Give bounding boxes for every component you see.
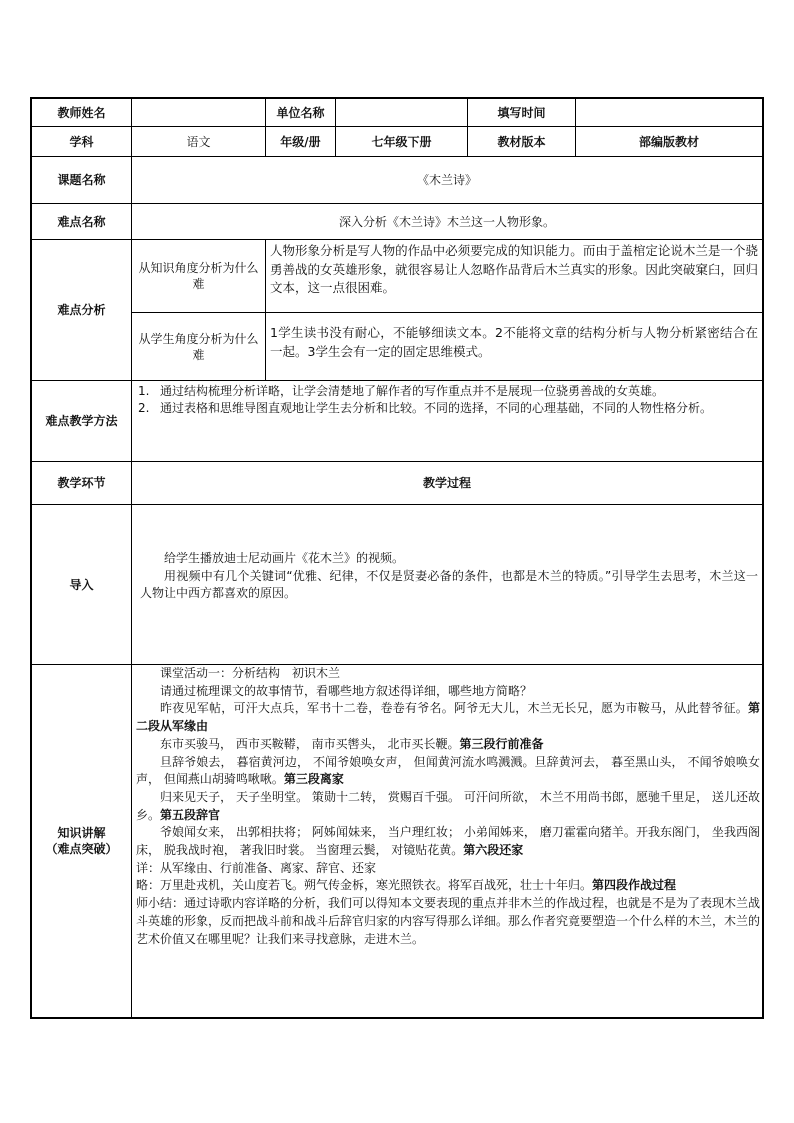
stanza-paragraph: [136, 700, 760, 735]
stanza-paragraph: [136, 789, 760, 824]
intro-label: 导入: [69, 577, 94, 592]
difficulty-label: 难点名称: [57, 214, 106, 229]
stanza-text: 旦辞爷娘去， 暮宿黄河边， 不闻爷娘唤女声， 但闻黄河流水鸣溅溅。旦辞黄河去， 暮至黑山头， 不闻爷娘唤女声， 但闻燕山胡骑鸣啾啾。: [136, 754, 760, 787]
stanza-tag: 第六段还家: [463, 843, 524, 858]
analysis-label: 难点分析: [57, 303, 106, 317]
lesson-title-label: 课题名称: [57, 173, 106, 187]
stanza-text: 昨夜见军帖，可汗大点兵，军书十二卷，卷卷有爷名。阿爷无大儿，木兰无长兄，愿为市鞍马，从此替爷征。: [160, 701, 748, 716]
method-item-number: 1.: [138, 384, 150, 398]
teaching-stage-label: 教学环节: [57, 476, 106, 490]
row-divider: [32, 380, 762, 381]
stanza-text: 归来见天子， 天子坐明堂。 策勋十二转， 赏赐百千强。 可汗问所欲， 木兰不用尚书郎，愿驰千里足， 送儿还故乡。: [136, 789, 760, 822]
intro-paragraph: 给学生播放迪士尼动画片《花木兰》的视频。: [164, 551, 405, 565]
column-divider: [265, 239, 266, 380]
stanza-tag: 第三段行前准备: [459, 736, 544, 751]
fill-date-label: 填写时间: [497, 105, 546, 120]
teacher-name-label: 教师姓名: [57, 105, 106, 120]
unit-name-label: 单位名称: [276, 105, 325, 120]
stanza-text: 东市买骏马， 西市买鞍鞯， 南市买辔头， 北市买长鞭。: [160, 736, 460, 751]
method-item: [138, 400, 758, 417]
student-angle-label: 从学生角度分析为什么难: [138, 331, 259, 362]
teacher-summary: 师小结：通过诗歌内容详略的分析，我们可以得知本文要表现的重点并非木兰的作战过程，也就是不是为了表现木兰战斗英雄的形象，反而把战斗前和战斗后辞官归家的内容写得那么详细。那么作者究竟要塑造一个什么样的木兰，木兰的艺术价值又在哪里呢？让我们来寻找意脉，走进木兰。: [136, 896, 761, 946]
knowledge-label: 知识讲解: [57, 826, 106, 840]
row-divider: [32, 504, 762, 505]
knowledge-sublabel: （难点突破）: [45, 842, 118, 856]
knowledge-content: [136, 665, 760, 948]
student-angle-text: 1学生读书没有耐心，不能够细读文本。2不能将文章的结构分析与人物分析紧密结合在一起。3学生会有一定的固定思维模式。: [270, 325, 758, 359]
method-item-number: 2.: [138, 401, 150, 415]
edition-value: 部编版教材: [638, 134, 699, 149]
subject-label: 学科: [69, 134, 94, 149]
teaching-process-label: 教学过程: [422, 476, 471, 490]
grade-label: 年级/册: [280, 134, 321, 149]
knowledge-section-label: [32, 665, 131, 1017]
grade-value: 七年级下册: [371, 134, 432, 149]
method-list: [138, 383, 758, 417]
activity-question: 请通过梳理课文的故事情节，看哪些地方叙述得详细，哪些地方简略？: [160, 683, 533, 698]
method-label: 难点教学方法: [45, 414, 118, 428]
stanza-text: 爷娘闻女来， 出郭相扶将； 阿姊闻妹来， 当户理红妆； 小弟闻姊来， 磨刀霍霍向猪羊。开我东阁门， 坐我西阁床， 脱我战时袍， 著我旧时裳。 当窗理云鬓， 对镜贴花黄。: [136, 825, 760, 858]
intro-paragraph: 用视频中有几个关键词“优雅、纪律，不仅是贤妻必备的条件，也都是木兰的特质。”引导学生去思考，木兰这一人物让中西方都喜欢的原因。: [140, 568, 758, 600]
stanza-paragraph: [136, 824, 760, 859]
subject-value: 语文: [186, 134, 211, 149]
difficulty-value: 深入分析《木兰诗》木兰这一人物形象。: [338, 214, 555, 229]
fill-date-value[interactable]: [576, 99, 762, 126]
brief-paragraph: [136, 877, 760, 895]
method-item-text: 通过结构梳理分析详略，让学会清楚地了解作者的写作重点并不是展现一位骁勇善战的女英雄。: [160, 384, 665, 398]
detail-line: 详：从军缘由、行前准备、离家、辞官、还家: [136, 860, 377, 875]
stanza-tag: 第五段辞官: [160, 807, 221, 822]
brief-text: 略：万里赴戎机，关山度若飞。朔气传金柝，寒光照铁衣。将军百战死，壮士十年归。: [136, 878, 593, 893]
stanza-tag: 第二段从军缘由: [136, 701, 760, 734]
intro-content: [140, 550, 758, 603]
method-item-text: 通过表格和思维导图直观地让学生去分析和比较。不同的选择，不同的心理基础，不同的人物性格分析。: [160, 401, 713, 415]
stanza-tag: 第三段离家: [283, 772, 344, 787]
unit-name-value[interactable]: [336, 99, 467, 126]
knowledge-angle-label: 从知识角度分析为什么难: [138, 261, 259, 291]
activity-title: 课堂活动一：分析结构 初识木兰: [160, 666, 341, 680]
lesson-plan-table: [30, 97, 764, 1019]
edition-label: 教材版本: [497, 134, 546, 149]
stanza-paragraph: [136, 754, 760, 789]
lesson-title-value: 《木兰诗》: [416, 173, 477, 187]
stanza-paragraph: [136, 736, 760, 754]
brief-tag: 第四段作战过程: [592, 878, 677, 893]
knowledge-angle-text: 人物形象分析是写人物的作品中必须要完成的知识能力。而由于盖棺定论说木兰是一个骁勇善战的女英雄形象，就很容易让人忽略作品背后木兰真实的形象。因此突破窠臼，回归文本，这一点很困难。: [270, 243, 758, 295]
teacher-name-value[interactable]: [132, 99, 265, 126]
method-item: [138, 383, 758, 400]
